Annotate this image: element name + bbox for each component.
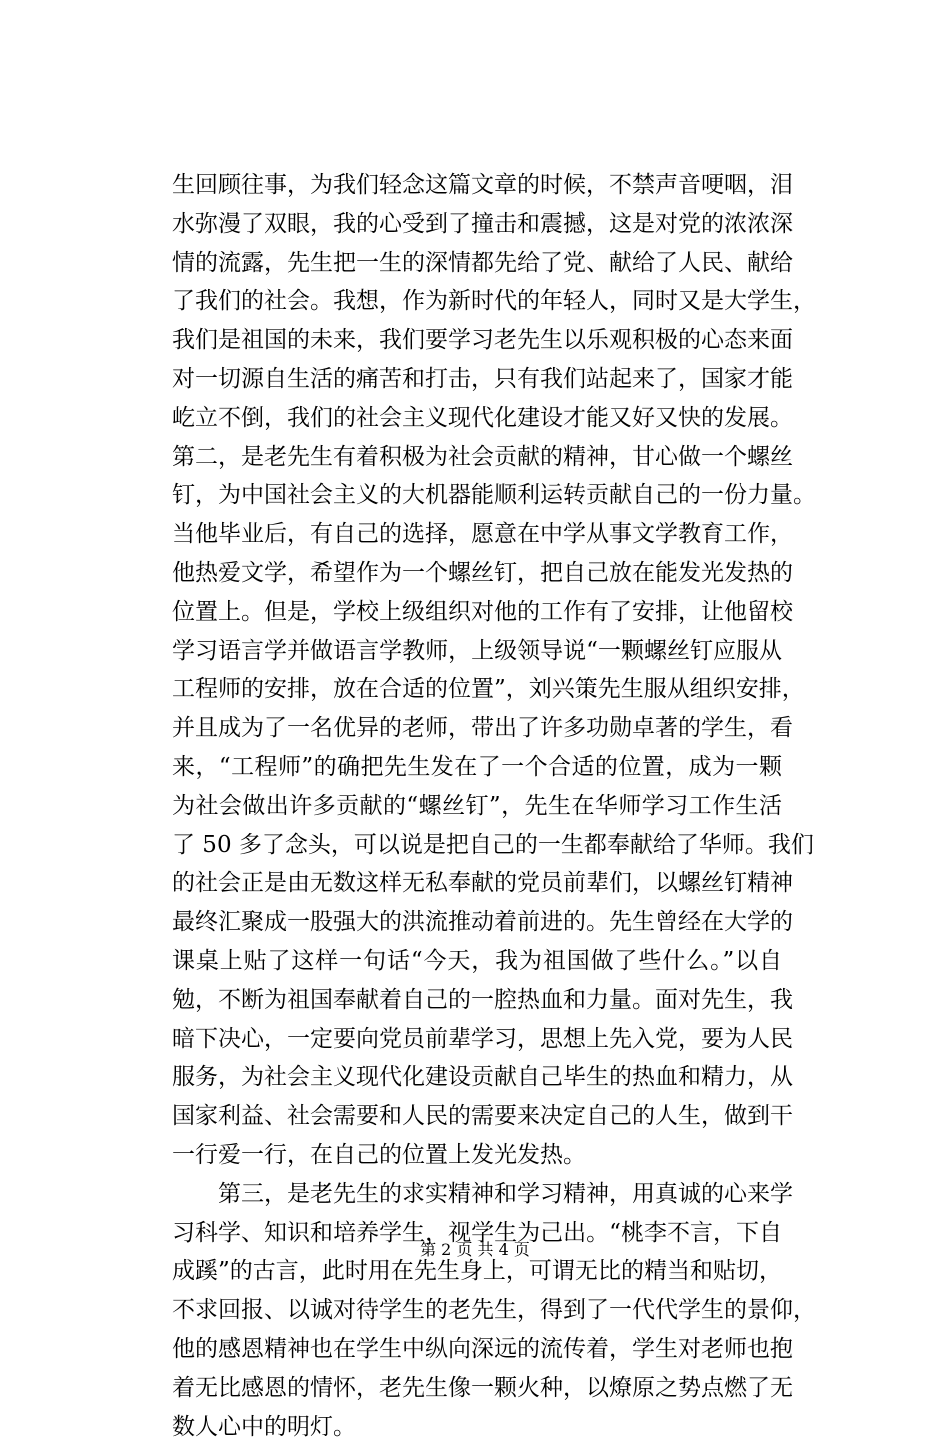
text-line: 他热爱文学，希望作为一个螺丝钉，把自己放在能发光发热的 xyxy=(172,554,782,593)
text-line: 服务，为社会主义现代化建设贡献自己毕生的热血和精力，从 xyxy=(172,1058,782,1097)
text-line: 暗下决心，一定要向党员前辈学习，思想上先入党，要为人民 xyxy=(172,1020,782,1059)
text-line: 一行爱一行，在自己的位置上发光发热。 xyxy=(172,1136,782,1175)
text-line: 第三，是老先生的求实精神和学习精神，用真诚的心来学 xyxy=(172,1175,782,1214)
text-line: 他的感恩精神也在学生中纵向深远的流传着，学生对老师也抱 xyxy=(172,1330,782,1369)
text-line: 来，“工程师”的确把先生发在了一个合适的位置，成为一颗 xyxy=(172,748,782,787)
text-line: 勉，不断为祖国奉献着自己的一腔热血和力量。面对先生，我 xyxy=(172,981,782,1020)
text-line: 当他毕业后，有自己的选择，愿意在中学从事文学教育工作， xyxy=(172,515,782,554)
text-line: 不求回报、以诚对待学生的老先生，得到了一代代学生的景仰， xyxy=(172,1291,782,1330)
text-line: 成蹊”的古言，此时用在先生身上，可谓无比的精当和贴切， xyxy=(172,1252,782,1291)
text-line: 屹立不倒，我们的社会主义现代化建设才能又好又快的发展。 xyxy=(172,399,782,438)
text-line: 数人心中的明灯。 xyxy=(172,1408,782,1446)
text-line: 课桌上贴了这样一句话“今天，我为祖国做了些什么。”以自 xyxy=(172,942,782,981)
text-line: 生回顾往事，为我们轻念这篇文章的时候，不禁声音哽咽，泪 xyxy=(172,166,782,205)
text-line: 钉，为中国社会主义的大机器能顺利运转贡献自己的一份力量。 xyxy=(172,476,782,515)
text-line: 学习语言学并做语言学教师，上级领导说“一颗螺丝钉应服从 xyxy=(172,632,782,671)
text-line: 工程师的安排，放在合适的位置”，刘兴策先生服从组织安排， xyxy=(172,670,782,709)
text-line: 情的流露，先生把一生的深情都先给了党、献给了人民、献给 xyxy=(172,244,782,283)
text-line: 了我们的社会。我想，作为新时代的年轻人，同时又是大学生， xyxy=(172,282,782,321)
text-line: 国家利益、社会需要和人民的需要来决定自己的人生，做到干 xyxy=(172,1097,782,1136)
text-line: 对一切源自生活的痛苦和打击，只有我们站起来了，国家才能 xyxy=(172,360,782,399)
text-line: 的社会正是由无数这样无私奉献的党员前辈们，以螺丝钉精神 xyxy=(172,864,782,903)
text-line: 为社会做出许多贡献的“螺丝钉”，先生在华师学习工作生活 xyxy=(172,787,782,826)
page-footer: 第 2 页 共 4 页 xyxy=(0,1240,950,1260)
text-line: 习科学、知识和培养学生，视学生为己出。“桃李不言，下自 xyxy=(172,1214,782,1253)
text-line: 我们是祖国的未来，我们要学习老先生以乐观积极的心态来面 xyxy=(172,321,782,360)
text-line: 了 50 多了念头，可以说是把自己的一生都奉献给了华师。我们 xyxy=(172,826,782,865)
text-line: 着无比感恩的情怀，老先生像一颗火种，以燎原之势点燃了无 xyxy=(172,1369,782,1408)
text-line: 第二，是老先生有着积极为社会贡献的精神，甘心做一个螺丝 xyxy=(172,438,782,477)
text-line: 水弥漫了双眼，我的心受到了撞击和震撼，这是对党的浓浓深 xyxy=(172,205,782,244)
text-line: 位置上。但是，学校上级组织对他的工作有了安排，让他留校 xyxy=(172,593,782,632)
text-line: 并且成为了一名优异的老师，带出了许多功勋卓著的学生，看 xyxy=(172,709,782,748)
text-line: 最终汇聚成一股强大的洪流推动着前进的。先生曾经在大学的 xyxy=(172,903,782,942)
